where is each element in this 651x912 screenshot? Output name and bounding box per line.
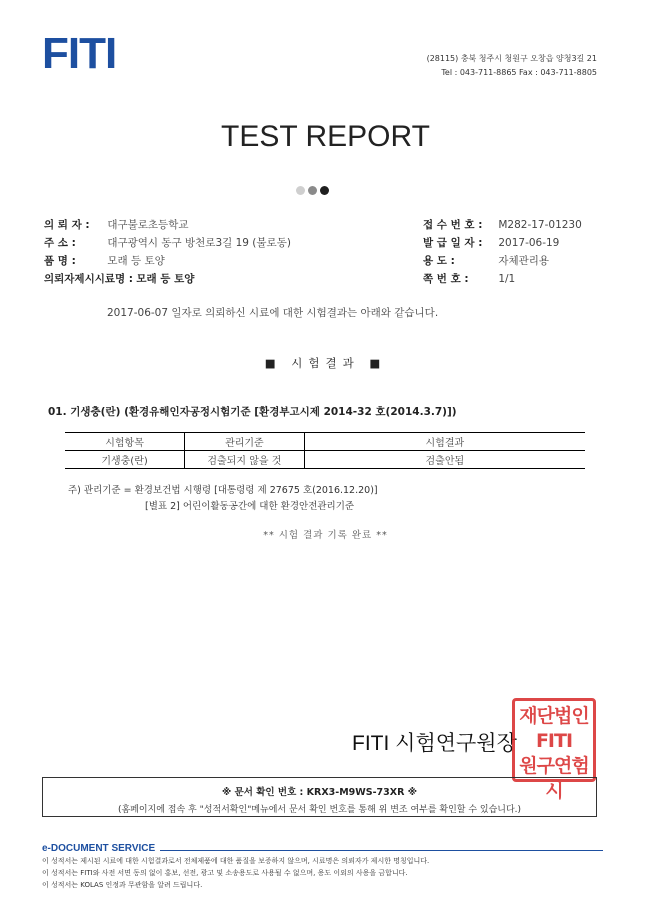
left-fields [44, 216, 291, 288]
table-header-cell: 시험결과 [304, 433, 585, 451]
field-value: 2017-06-19 [498, 237, 560, 249]
field-usage [423, 252, 582, 270]
table-header-cell: 시험항목 [65, 433, 185, 451]
footer-note: 이 성적서는 제시된 시료에 대한 시험결과로서 전체제품에 대한 품질을 보증하지 않으며, 시료명은 의뢰자가 제시한 명칭입니다. [42, 857, 430, 865]
verification-number: ※ 문서 확인 번호 : KRX3-M9WS-73XR ※ [222, 787, 417, 798]
note-line-1: 주) 관리기준 = 환경보건법 시행령 [대통령령 제 27675 호(2016.12.20)] [68, 485, 378, 496]
table-row [65, 451, 585, 469]
field-label: 품 명 : [44, 255, 76, 267]
field-value: M282-17-01230 [498, 219, 582, 231]
fiti-logo: FITI [42, 29, 117, 78]
field-label: 쪽 번 호 : [423, 273, 469, 285]
field-client [44, 216, 291, 234]
note-line-2: [별표 2] 어린이활동공간에 대한 환경안전관리기준 [145, 501, 355, 512]
report-title: TEST REPORT [221, 120, 430, 153]
field-label: 의 뢰 자 : [44, 219, 90, 231]
intro-text: 2017-06-07 일자로 의뢰하신 시료에 대한 시험결과는 아래와 같습니다. [107, 307, 439, 319]
footer-note: 이 성적서는 FITI와 사전 서면 동의 없이 홍보, 선전, 광고 및 소송용도로 사용될 수 없으며, 용도 이외의 사용을 금합니다. [42, 869, 408, 877]
results-table [65, 432, 585, 469]
dot-light [296, 186, 305, 195]
field-value: 모래 등 토양 [136, 273, 195, 285]
right-fields [423, 216, 582, 288]
header-contact: Tel : 043-711-8865 Fax : 043-711-8805 [441, 68, 597, 77]
official-seal: 재단법인 FITI 원구연험시 [512, 698, 596, 782]
decorative-dots [296, 180, 332, 199]
completion-text: ** 시험 결과 기록 완료 ** [263, 530, 388, 541]
table-cell: 검출안됨 [304, 451, 585, 469]
field-address [44, 234, 291, 252]
field-sample-name [44, 270, 291, 288]
dot-mid [308, 186, 317, 195]
field-value: 자체관리용 [498, 255, 550, 267]
field-issue-date [423, 234, 582, 252]
footer-note: 이 성적서는 KOLAS 인정과 무관함을 알려 드립니다. [42, 881, 203, 889]
test-item-title: 01. 기생충(란) (환경유해인자공정시험기준 [환경부고시제 2014-32 호(2014.3.7)]) [48, 406, 457, 418]
field-product [44, 252, 291, 270]
field-label: 의뢰자제시시료명 : [44, 273, 133, 285]
verification-box [42, 777, 597, 817]
field-value: 모래 등 토양 [107, 255, 165, 267]
dot-dark [320, 186, 329, 195]
table-cell: 검출되지 않을 것 [185, 451, 305, 469]
table-cell: 기생충(란) [65, 451, 185, 469]
field-value: 대구불로초등학교 [107, 219, 189, 231]
header-address-block [427, 52, 597, 80]
field-value: 대구광역시 동구 방천로3길 19 (불로동) [107, 237, 291, 249]
table-header-cell: 관리기준 [185, 433, 305, 451]
director-title: FITI 시험연구원장 [352, 732, 517, 755]
table-header-row [65, 433, 585, 451]
verification-instruction: (홈페이지에 접속 후 "성적서확인"메뉴에서 문서 확인 번호를 통해 위 변조 여부를 확인할 수 있습니다.) [117, 805, 522, 815]
field-label: 주 소 : [44, 237, 76, 249]
field-value: 1/1 [498, 273, 516, 285]
field-receipt-no [423, 216, 582, 234]
footer-divider [160, 850, 603, 851]
header-address: (28115) 충북 청주시 청원구 오창읍 양청3길 21 [426, 54, 597, 63]
edocument-brand: e-DOCUMENT SERVICE [42, 843, 156, 854]
field-label: 접 수 번 호 : [423, 219, 483, 231]
field-label: 용 도 : [423, 255, 455, 267]
section-heading: ■ 시험결과 ■ [264, 356, 387, 370]
field-page [423, 270, 582, 288]
field-label: 발 급 일 자 : [423, 237, 483, 249]
